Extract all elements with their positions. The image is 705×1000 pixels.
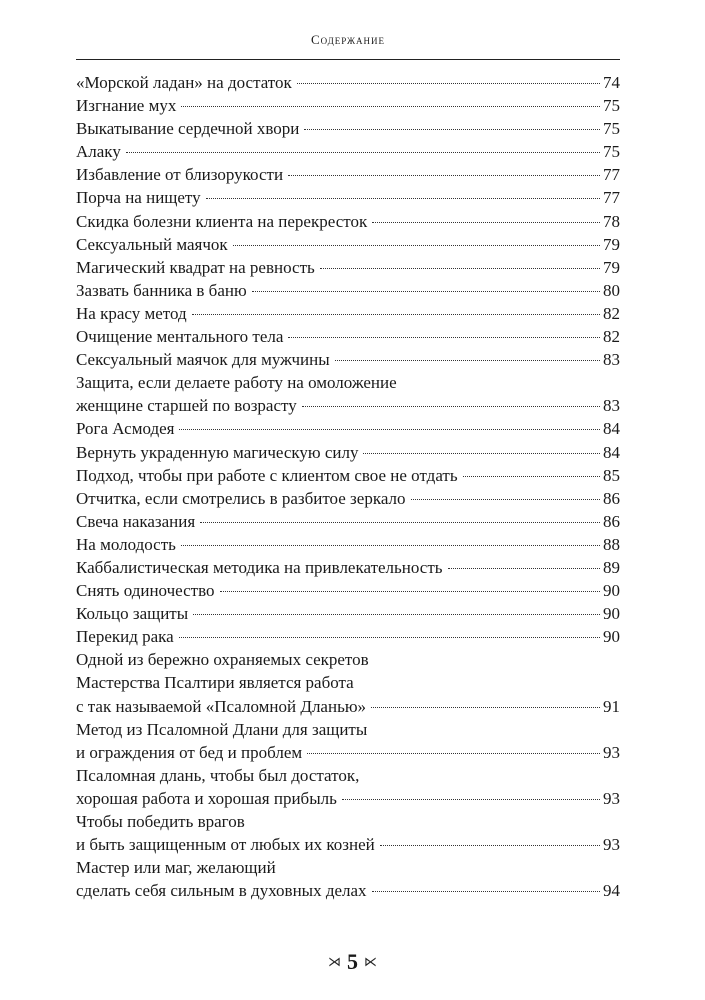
dot-leader: [206, 198, 600, 199]
toc-entry: [76, 256, 620, 279]
toc-entry-page: 83: [603, 350, 620, 370]
toc-entry-page: 90: [603, 604, 620, 624]
toc-entry-page: 85: [603, 465, 620, 485]
toc-entry-line: [76, 671, 620, 694]
toc-entry-line: [76, 441, 620, 464]
dot-leader: [363, 453, 600, 454]
toc-entry: [76, 718, 620, 764]
dot-leader: [192, 314, 600, 315]
toc-entry-title: и ограждения от бед и проблем: [76, 742, 303, 762]
running-header: Содержание: [310, 32, 386, 47]
toc-entry-page: 93: [603, 835, 620, 855]
toc-entry-page: 80: [603, 280, 620, 300]
toc-entry-title: Кольцо защиты: [76, 604, 189, 624]
toc-entry-title: Метод из Псаломной Длани для защиты: [76, 719, 368, 739]
ornament-left-icon: ⋊: [328, 954, 341, 970]
dot-leader: [179, 429, 600, 430]
toc-entry-title: Защита, если делаете работу на омоложение: [76, 373, 397, 393]
dot-leader: [448, 568, 600, 569]
toc-entry: [76, 625, 620, 648]
toc-entry: [76, 140, 620, 163]
toc-entry-line: [76, 94, 620, 117]
toc-entry-line: [76, 718, 620, 741]
toc-entry-page: 83: [603, 396, 620, 416]
dot-leader: [463, 476, 600, 477]
page-footer: [0, 951, 705, 973]
dot-leader: [320, 268, 600, 269]
toc-entry-line: [76, 464, 620, 487]
toc-entry-line: [76, 371, 620, 394]
toc-entry-line: [76, 487, 620, 510]
toc-entry-title: Каббалистическая методика на привлекательность: [76, 557, 443, 577]
toc-entry-title: Отчитка, если смотрелись в разбитое зеркало: [76, 488, 406, 508]
dot-leader: [297, 83, 600, 84]
dot-leader: [193, 614, 600, 615]
dot-leader: [335, 360, 600, 361]
dot-leader: [304, 129, 600, 130]
toc-entry-page: 77: [603, 188, 620, 208]
toc-entry-title: Рога Асмодея: [76, 419, 175, 439]
toc-entry-line: [76, 856, 620, 879]
toc-entry: [76, 810, 620, 856]
toc-entry-page: 74: [603, 73, 620, 92]
toc-entry: [76, 556, 620, 579]
toc-entry-title: Псаломная длань, чтобы был достаток,: [76, 765, 360, 785]
dot-leader: [342, 799, 600, 800]
table-of-contents: [76, 71, 620, 902]
dot-leader: [181, 106, 600, 107]
toc-entry: [76, 325, 620, 348]
toc-entry-line: [76, 256, 620, 279]
toc-entry: [76, 94, 620, 117]
toc-entry-page: 75: [603, 96, 620, 116]
toc-entry-page: 91: [603, 696, 620, 716]
toc-entry-line: [76, 417, 620, 440]
dot-leader: [288, 337, 600, 338]
toc-entry-page: 90: [603, 627, 620, 647]
toc-entry-page: 79: [603, 234, 620, 254]
toc-entry-line: [76, 579, 620, 602]
toc-entry: [76, 302, 620, 325]
toc-entry-title: Выкатывание сердечной хвори: [76, 119, 300, 139]
toc-entry: [76, 856, 620, 902]
toc-entry-line: [76, 302, 620, 325]
toc-entry-page: 75: [603, 119, 620, 139]
toc-entry-line: [76, 186, 620, 209]
toc-entry-line: [76, 117, 620, 140]
toc-entry: [76, 417, 620, 440]
toc-entry-page: 93: [603, 788, 620, 808]
toc-entry-line: [76, 325, 620, 348]
toc-entry-title: Свеча наказания: [76, 511, 196, 531]
ornament-right-icon: ⋉: [364, 954, 377, 970]
toc-entry: [76, 371, 620, 417]
toc-entry: [76, 764, 620, 810]
dot-leader: [181, 545, 600, 546]
toc-entry: [76, 487, 620, 510]
dot-leader: [200, 522, 600, 523]
toc-entry: [76, 464, 620, 487]
toc-entry-title: сделать себя сильным в духовных делах: [76, 881, 367, 901]
toc-entry-title: Избавление от близорукости: [76, 165, 284, 185]
toc-entry-line: [76, 810, 620, 833]
toc-entry-line: [76, 556, 620, 579]
toc-entry-page: 75: [603, 142, 620, 162]
toc-entry-line: [76, 510, 620, 533]
toc-entry-page: 88: [603, 534, 620, 554]
toc-entry-title: Одной из бережно охраняемых секретов: [76, 650, 369, 670]
toc-entry: [76, 186, 620, 209]
toc-entry-title: Очищение ментального тела: [76, 327, 284, 347]
toc-entry-title: с так называемой «Псаломной Дланью»: [76, 696, 367, 716]
toc-entry-title: Скидка болезни клиента на перекресток: [76, 211, 368, 231]
toc-entry: [76, 163, 620, 186]
toc-entry-title: Изгнание мух: [76, 96, 177, 116]
toc-entry-title: Подход, чтобы при работе с клиентом свое не отдать: [76, 465, 458, 485]
toc-entry-line: [76, 348, 620, 371]
dot-leader: [126, 152, 600, 153]
toc-entry: [76, 348, 620, 371]
toc-entry-page: 82: [603, 303, 620, 323]
toc-entry-line: [76, 879, 620, 902]
toc-entry: [76, 210, 620, 233]
toc-entry-line: [76, 210, 620, 233]
toc-entry: [76, 533, 620, 556]
toc-entry-title: Снять одиночество: [76, 581, 215, 601]
toc-entry-title: Мастер или маг, желающий: [76, 858, 276, 878]
toc-entry-title: Перекид рака: [76, 627, 174, 647]
toc-entry-line: [76, 533, 620, 556]
toc-entry-line: [76, 140, 620, 163]
dot-leader: [302, 406, 600, 407]
dot-leader: [372, 222, 600, 223]
toc-entry-page: 94: [603, 881, 620, 901]
toc-entry: [76, 602, 620, 625]
dot-leader: [380, 845, 600, 846]
toc-entry-page: 90: [603, 581, 620, 601]
dot-leader: [220, 591, 600, 592]
toc-entry-line: [76, 394, 620, 417]
toc-entry-line: [76, 833, 620, 856]
dot-leader: [179, 637, 600, 638]
page-number: 5: [347, 949, 358, 974]
dot-leader: [252, 291, 600, 292]
toc-entry-line: [76, 279, 620, 302]
dot-leader: [233, 245, 600, 246]
toc-entry: [76, 648, 620, 717]
toc-entry-page: 93: [603, 742, 620, 762]
toc-entry: [76, 71, 620, 94]
toc-entry-line: [76, 233, 620, 256]
toc-entry-page: 89: [603, 557, 620, 577]
toc-entry: [76, 441, 620, 464]
toc-entry-page: 86: [603, 511, 620, 531]
dot-leader: [288, 175, 600, 176]
dot-leader: [372, 891, 600, 892]
toc-entry-title: Сексуальный маячок: [76, 234, 228, 254]
toc-entry-title: Чтобы победить врагов: [76, 812, 245, 831]
toc-entry-title: Зазвать банника в баню: [76, 280, 247, 300]
toc-entry-line: [76, 764, 620, 787]
toc-entry-page: 82: [603, 327, 620, 347]
toc-entry-title: На красу метод: [76, 303, 187, 323]
toc-entry-line: [76, 625, 620, 648]
toc-entry-title: женщине старшей по возрасту: [76, 396, 297, 416]
toc-entry-title: хорошая работа и хорошая прибыль: [76, 788, 337, 808]
toc-entry-title: Вернуть украденную магическую силу: [76, 442, 359, 462]
toc-entry: [76, 510, 620, 533]
toc-entry-title: «Морской ладан» на достаток: [76, 73, 292, 92]
header-rule: [76, 59, 620, 60]
toc-entry: [76, 579, 620, 602]
dot-leader: [411, 499, 601, 500]
toc-entry-line: [76, 602, 620, 625]
dot-leader: [371, 707, 600, 708]
toc-entry-title: Порча на нищету: [76, 188, 201, 208]
toc-entry: [76, 233, 620, 256]
toc-entry-title: Мастерства Псалтири является работа: [76, 673, 354, 693]
toc-entry-line: [76, 163, 620, 186]
toc-entry-page: 79: [603, 257, 620, 277]
toc-entry-page: 84: [603, 419, 620, 439]
toc-entry-line: [76, 71, 620, 94]
toc-entry-page: 84: [603, 442, 620, 462]
dot-leader: [307, 753, 600, 754]
toc-entry-page: 78: [603, 211, 620, 231]
toc-entry-page: 86: [603, 488, 620, 508]
toc-entry-title: и быть защищенным от любых их козней: [76, 835, 375, 855]
toc-entry-page: 77: [603, 165, 620, 185]
toc-entry: [76, 279, 620, 302]
toc-entry-line: [76, 648, 620, 671]
toc-entry: [76, 117, 620, 140]
toc-entry-title: На молодость: [76, 534, 176, 554]
toc-entry-line: [76, 741, 620, 764]
toc-entry-title: Магический квадрат на ревность: [76, 257, 315, 277]
toc-entry-line: [76, 695, 620, 718]
toc-entry-line: [76, 787, 620, 810]
toc-entry-title: Сексуальный маячок для мужчины: [76, 350, 330, 370]
toc-entry-title: Алаку: [76, 142, 121, 162]
